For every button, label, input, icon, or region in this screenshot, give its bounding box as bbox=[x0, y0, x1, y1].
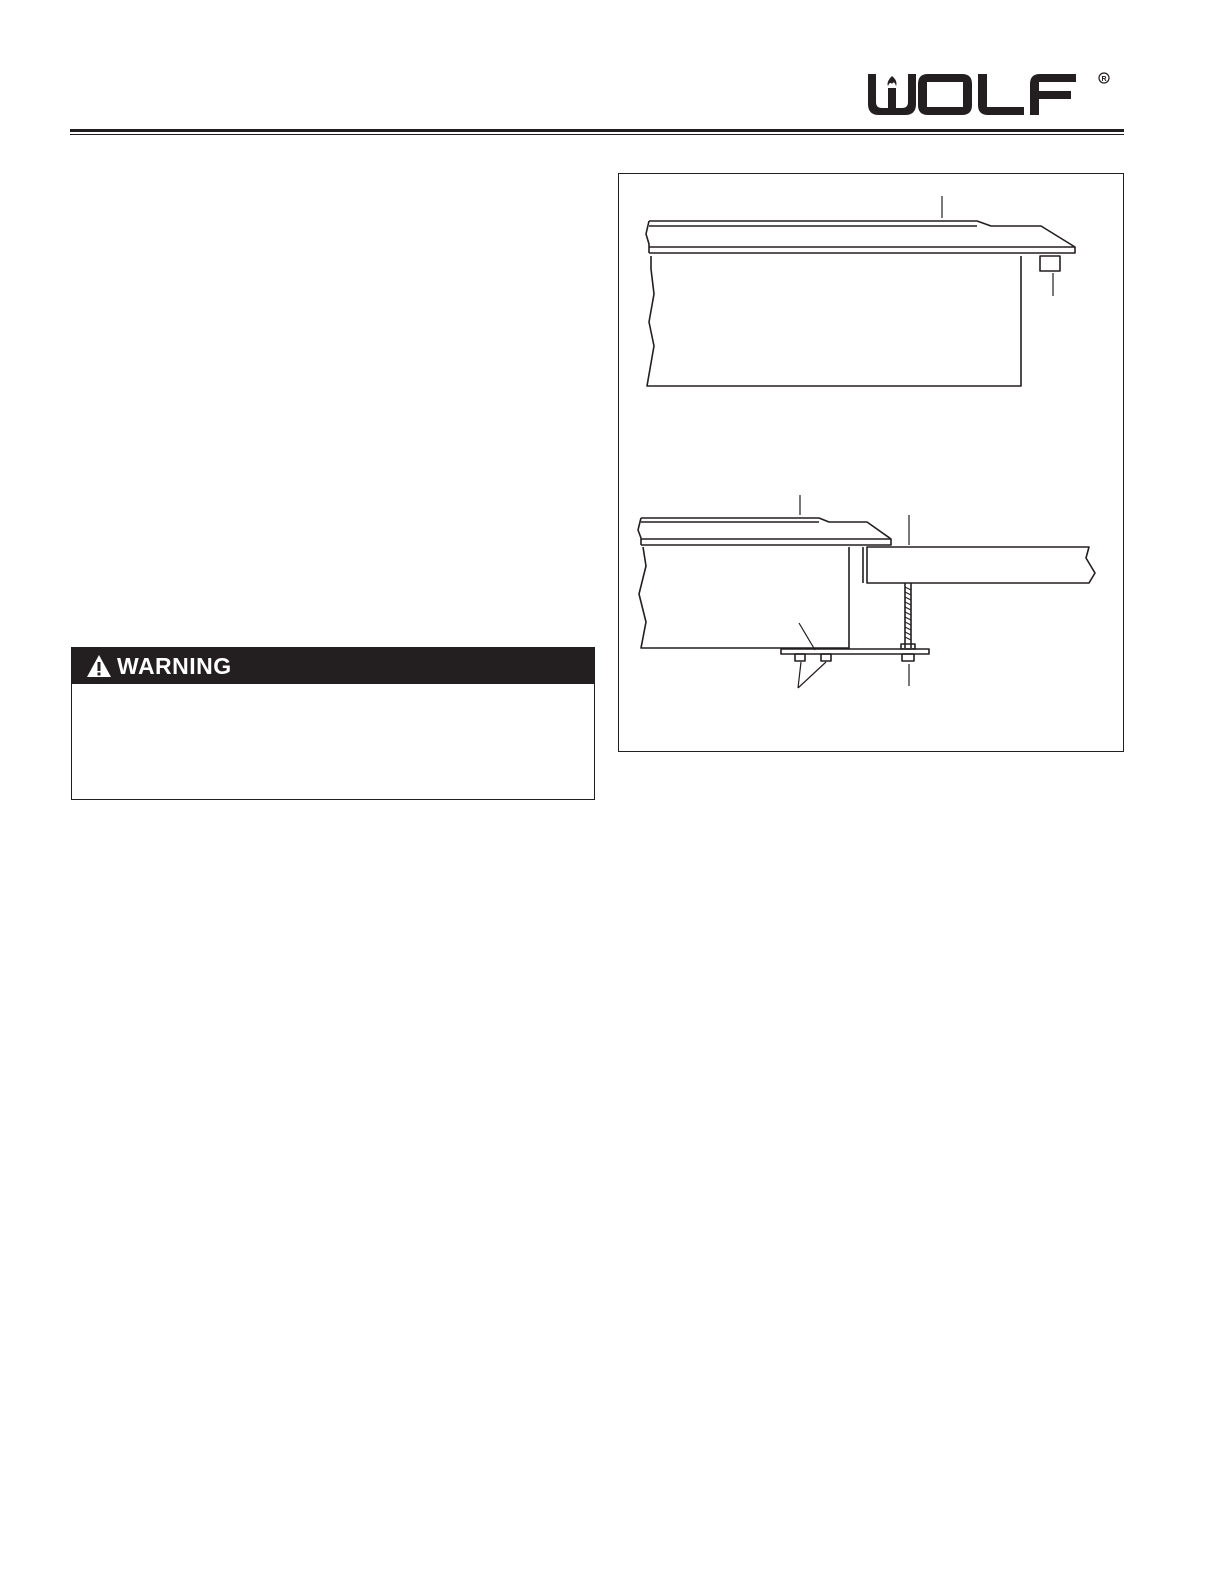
installation-diagram bbox=[619, 174, 1125, 753]
wolf-logo bbox=[866, 70, 1112, 116]
callout-leader-screws bbox=[798, 662, 826, 688]
warning-triangle-icon bbox=[86, 654, 112, 678]
callout-leader-bracket bbox=[799, 623, 815, 650]
header-rule-thin bbox=[70, 134, 1124, 135]
installation-figure bbox=[618, 173, 1124, 752]
warning-header bbox=[72, 648, 594, 684]
header-rule-thick bbox=[70, 129, 1124, 132]
top-unit-drawing bbox=[646, 221, 1075, 386]
warning-box bbox=[71, 647, 595, 800]
svg-text:R: R bbox=[1101, 76, 1107, 83]
bottom-unit-drawing bbox=[638, 518, 1095, 661]
warning-title: WARNING bbox=[117, 652, 232, 679]
